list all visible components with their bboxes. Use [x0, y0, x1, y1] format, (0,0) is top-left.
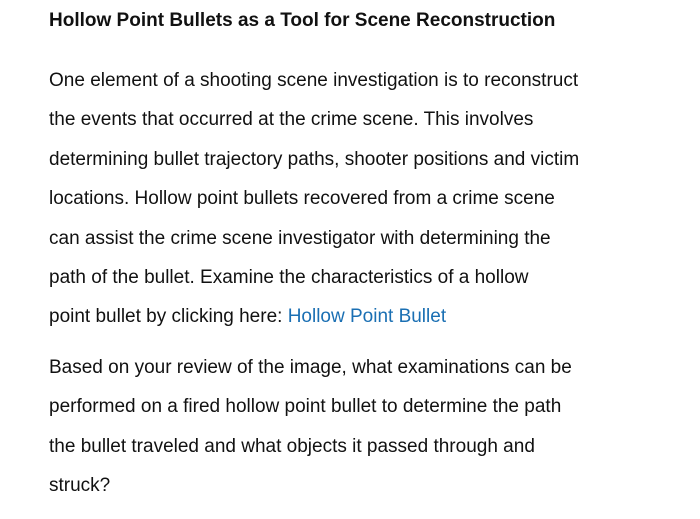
text-line: determining bullet trajectory paths, shooter positions and victim: [49, 148, 580, 170]
text-line: the bullet traveled and what objects it passed through and: [49, 435, 535, 457]
text-line: struck?: [49, 475, 111, 497]
text-line-with-link: [49, 297, 659, 336]
document: [49, 8, 659, 505]
text-line: the events that occurred at the crime scene. This involves: [49, 109, 534, 131]
text-line: locations. Hollow point bullets recovered from a crime scene: [49, 188, 555, 210]
link-prefix-text: point bullet by clicking here:: [49, 306, 288, 328]
text-line: performed on a fired hollow point bullet to determine the path: [49, 396, 562, 418]
text-line: path of the bullet. Examine the characteristics of a hollow: [49, 267, 529, 289]
text-line: Based on your review of the image, what examinations can be: [49, 356, 572, 378]
text-line: One element of a shooting scene investigation is to reconstruct: [49, 70, 579, 91]
question-paragraph: [49, 348, 659, 506]
document-title: Hollow Point Bullets as a Tool for Scene Reconstruction: [49, 10, 556, 31]
intro-paragraph: [49, 61, 659, 337]
text-line: can assist the crime scene investigator with determining the: [49, 227, 551, 249]
hollow-point-bullet-link[interactable]: Hollow Point Bullet: [287, 306, 447, 328]
